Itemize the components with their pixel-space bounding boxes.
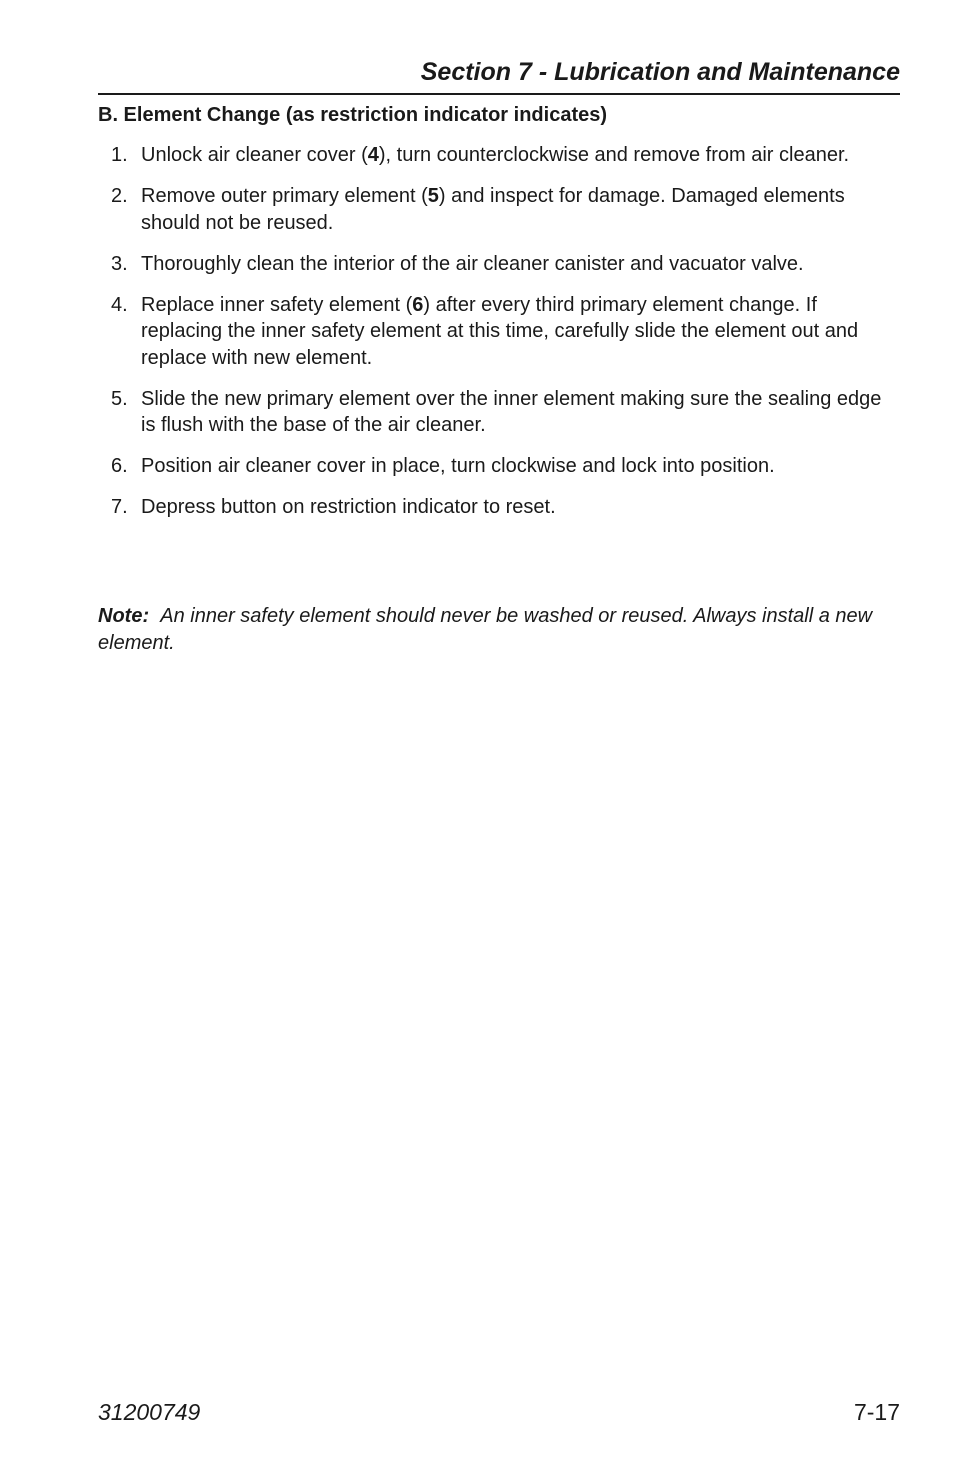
page-number: 7-17 [853, 1399, 900, 1425]
document-number: 31200749 [98, 1399, 201, 1425]
step-text: Slide the new primary element over the inner element making sure the sealing edge is flush with the base of the air cleaner. [141, 387, 882, 436]
step-number: 4. [111, 293, 128, 316]
note-label: Note: [98, 605, 150, 627]
step-item-7 [98, 494, 900, 521]
step-item-2 [98, 183, 900, 236]
step-number: 1. [111, 144, 128, 166]
step-text: Depress button on restriction indicator to reset. [141, 496, 556, 518]
step-number: 7. [111, 496, 128, 518]
step-item-1 [98, 142, 900, 169]
subsection-heading: B. Element Change (as restriction indicator indicates) [98, 104, 608, 126]
note-text: An inner safety element should never be washed or reused. Always install a new element. [98, 605, 873, 654]
section-title: Section 7 - Lubrication and Maintenance [420, 58, 900, 86]
step-number: 3. [111, 252, 128, 275]
step-text: Replace inner safety element (6) after every third primary element change. If replacing the inner safety element at this time, carefully slide the element out and replace with new element. [141, 293, 859, 369]
step-number: 2. [111, 185, 128, 207]
callout-ref: 6 [412, 293, 424, 316]
step-text: Position air cleaner cover in place, turn clockwise and lock into position. [141, 455, 775, 477]
safety-note [98, 603, 900, 656]
step-text: Thoroughly clean the interior of the air cleaner canister and vacuator valve. [141, 252, 804, 275]
header-divider [98, 93, 900, 95]
step-number: 6. [111, 455, 128, 477]
step-item-5 [98, 386, 900, 439]
callout-ref: 5 [427, 185, 439, 207]
step-item-4 [98, 292, 900, 372]
step-text: Unlock air cleaner cover (4), turn counterclockwise and remove from air cleaner. [141, 144, 850, 166]
callout-ref: 4 [367, 144, 379, 166]
step-text: Remove outer primary element (5) and inspect for damage. Damaged elements should not be reused. [141, 185, 845, 234]
step-item-6 [98, 453, 900, 480]
step-list [98, 142, 900, 535]
manual-page [98, 0, 900, 1475]
step-number: 5. [111, 387, 128, 410]
step-item-3 [98, 251, 900, 278]
